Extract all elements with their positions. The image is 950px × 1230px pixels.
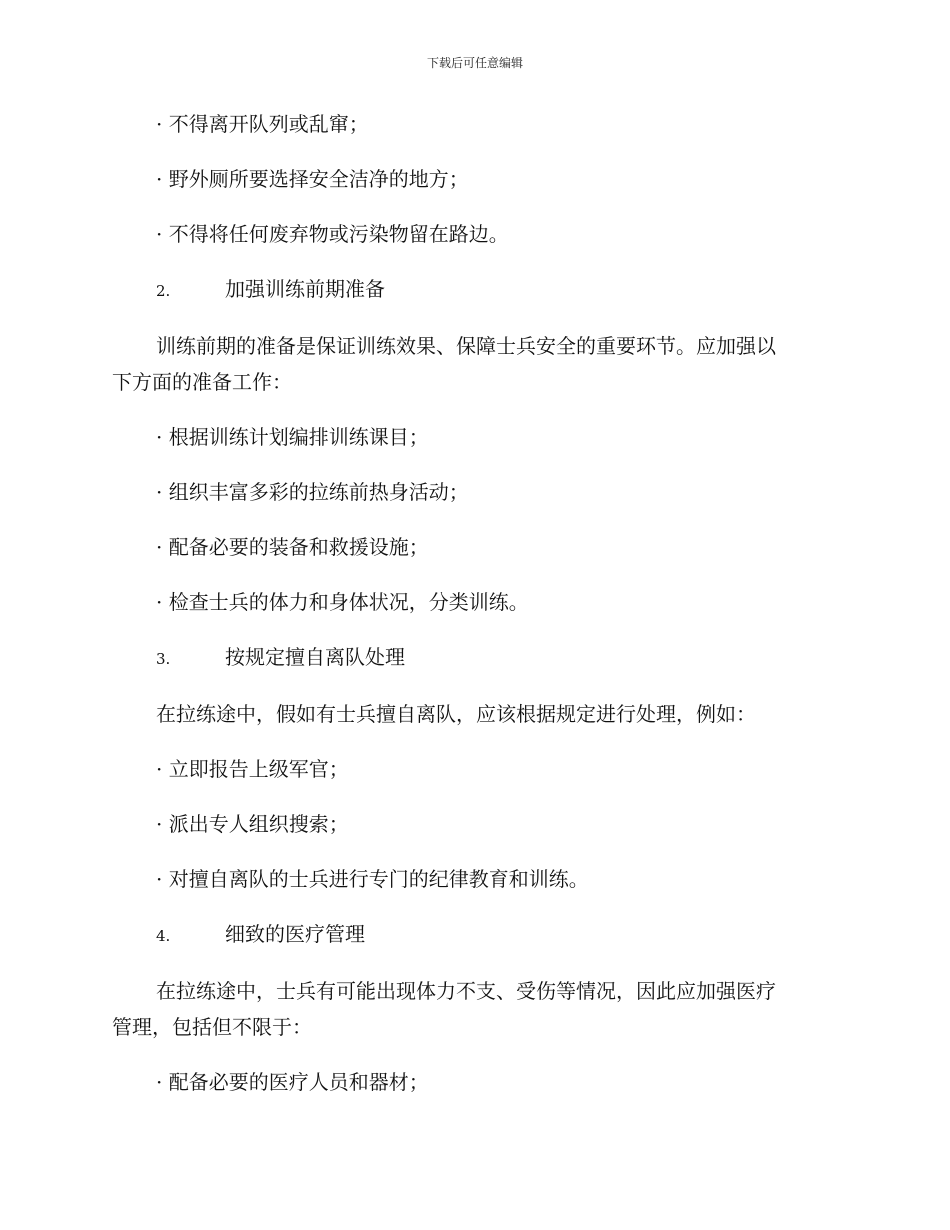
bullet-item: · 不得将任何废弃物或污染物留在路边。 [156, 222, 509, 246]
paragraph [112, 328, 842, 400]
section-number: 2. [156, 282, 171, 300]
bullet-item: · 配备必要的医疗人员和器材； [156, 1070, 429, 1094]
bullet-item: · 立即报告上级军官； [156, 757, 349, 781]
paragraph-line: 管理，包括但不限于： [112, 1015, 312, 1039]
section-heading [112, 639, 842, 677]
section-title: 细致的医疗管理 [225, 922, 365, 946]
paragraph-line: 下方面的准备工作： [112, 370, 292, 394]
document-body [112, 106, 842, 1119]
section-number: 3. [156, 650, 171, 668]
page-header: 下载后可任意编辑 [426, 56, 523, 70]
section-title: 按规定擅自离队处理 [225, 645, 405, 669]
bullet-item: · 不得离开队列或乱窜； [156, 112, 369, 136]
bullet-item: · 根据训练计划编排训练课目； [156, 425, 429, 449]
section-title: 加强训练前期准备 [225, 277, 385, 301]
bullet-item: · 对擅自离队的士兵进行专门的纪律教育和训练。 [156, 867, 589, 891]
section-heading [112, 916, 842, 954]
paragraph: 在拉练途中，假如有士兵擅自离队，应该根据规定进行处理，例如： [156, 702, 756, 726]
bullet-item: · 派出专人组织搜索； [156, 812, 349, 836]
paragraph [112, 973, 842, 1045]
bullet-item: · 检查士兵的体力和身体状况，分类训练。 [156, 590, 529, 614]
bullet-item: · 组织丰富多彩的拉练前热身活动； [156, 480, 469, 504]
paragraph-line: 训练前期的准备是保证训练效果、保障士兵安全的重要环节。应加强以 [156, 334, 776, 358]
bullet-item: · 配备必要的装备和救援设施； [156, 535, 429, 559]
section-number: 4. [156, 927, 171, 945]
section-heading [112, 271, 842, 309]
bullet-item: · 野外厕所要选择安全洁净的地方； [156, 167, 469, 191]
paragraph-line: 在拉练途中，士兵有可能出现体力不支、受伤等情况，因此应加强医疗 [156, 979, 776, 1003]
